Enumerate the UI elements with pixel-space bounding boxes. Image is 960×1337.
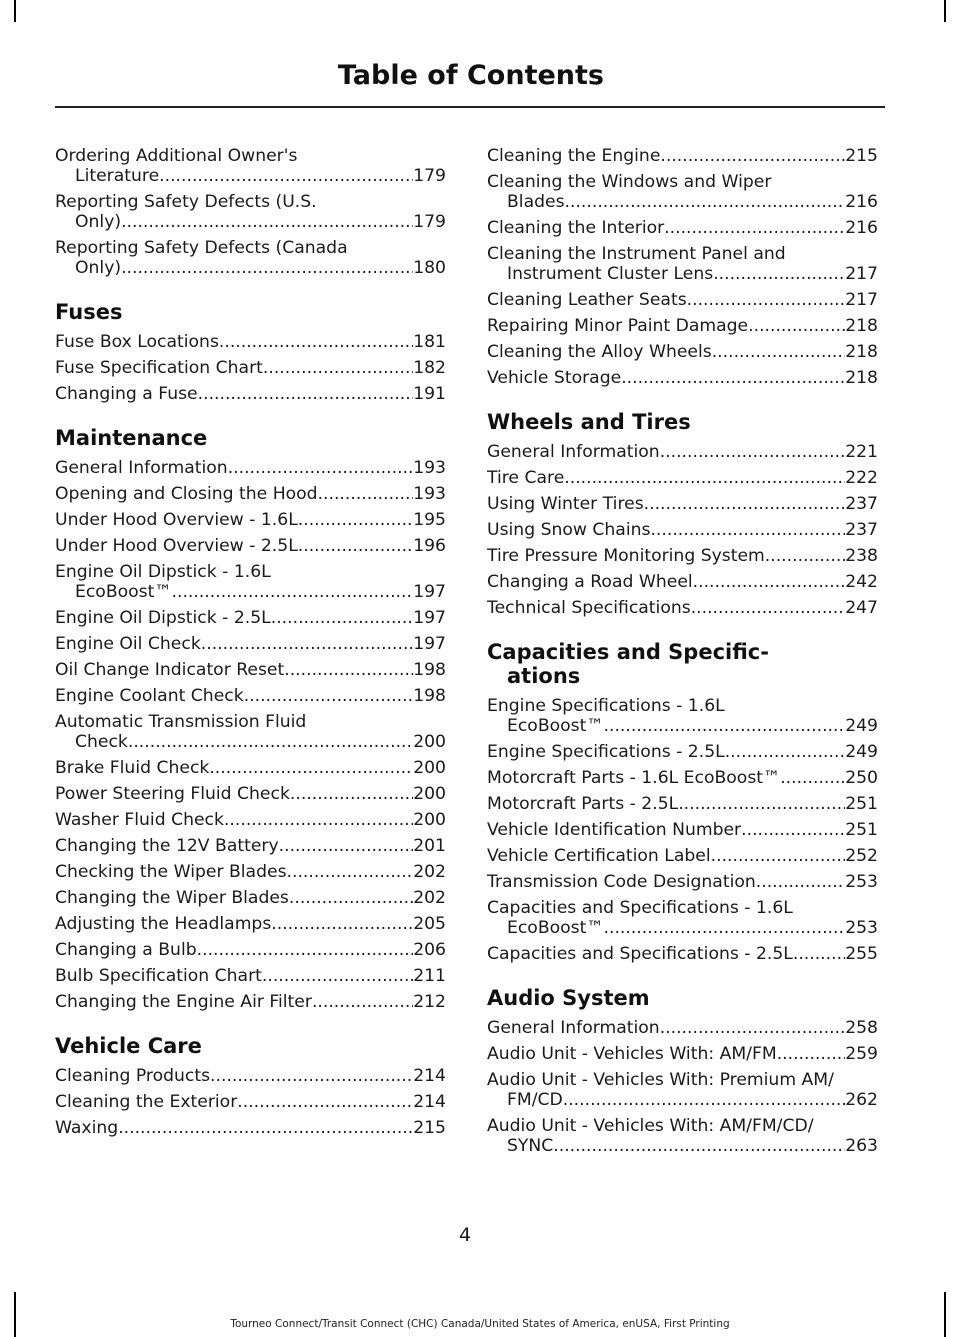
toc-entry-page: 242 xyxy=(845,572,878,592)
toc-entry-title: Using Snow Chains xyxy=(487,520,651,540)
crop-mark-bottom-left xyxy=(14,1292,16,1337)
toc-entry-page: 212 xyxy=(413,992,446,1012)
toc-section xyxy=(55,300,446,404)
leader-dots xyxy=(279,836,414,856)
leader-dots xyxy=(197,940,414,960)
toc-entry-title: Cleaning the Interior xyxy=(487,218,665,238)
toc-entry-page: 197 xyxy=(413,608,446,628)
toc-entry-title-line: Audio Unit - Vehicles With: AM/FM/CD/ xyxy=(487,1116,814,1136)
leader-dots xyxy=(644,494,846,514)
toc-entry-page: 193 xyxy=(413,484,446,504)
toc-entry-title: Engine Coolant Check xyxy=(55,686,244,706)
toc-entry[interactable] xyxy=(487,1018,878,1038)
toc-entry-title: Check xyxy=(75,732,128,752)
leader-dots xyxy=(284,660,413,680)
toc-entry-title: Cleaning the Alloy Wheels xyxy=(487,342,712,362)
toc-entry[interactable] xyxy=(55,192,446,232)
leader-dots xyxy=(564,468,845,488)
toc-entry-title: Power Steering Fluid Check xyxy=(55,784,290,804)
toc-entry-page: 202 xyxy=(413,888,446,908)
toc-entry-title-line: Capacities and Specifications - 1.6L xyxy=(487,898,793,918)
toc-entry-title-line: Engine Oil Dipstick - 1.6L xyxy=(55,562,271,582)
toc-entry-title: Tire Pressure Monitoring System xyxy=(487,546,765,566)
toc-entry[interactable] xyxy=(55,758,446,778)
toc-entry[interactable] xyxy=(487,1116,878,1156)
toc-entry-page: 216 xyxy=(845,192,878,212)
toc-entry[interactable] xyxy=(487,546,878,566)
leader-dots xyxy=(287,862,414,882)
toc-entry[interactable] xyxy=(55,1066,446,1086)
toc-entry-page: 200 xyxy=(413,810,446,830)
toc-entry[interactable] xyxy=(487,342,878,362)
toc-entry-page: 214 xyxy=(413,1092,446,1112)
toc-entry-page: 205 xyxy=(413,914,446,934)
leader-dots xyxy=(318,484,414,504)
toc-entry-page: 249 xyxy=(845,716,878,736)
toc-entry-title-line: Cleaning the Instrument Panel and xyxy=(487,244,786,264)
toc-entry-page: 181 xyxy=(413,332,446,352)
toc-entry[interactable] xyxy=(487,494,878,514)
toc-entry-page: 249 xyxy=(845,742,878,762)
toc-section xyxy=(55,146,446,278)
toc-entry[interactable] xyxy=(55,660,446,680)
toc-entry-page: 179 xyxy=(413,166,446,186)
toc-entry[interactable] xyxy=(487,846,878,866)
toc-section xyxy=(487,146,878,388)
toc-entry-page: 200 xyxy=(413,758,446,778)
leader-dots xyxy=(712,342,845,362)
leader-dots xyxy=(565,192,846,212)
leader-dots xyxy=(312,992,413,1012)
header-divider xyxy=(55,106,885,108)
leader-dots xyxy=(777,1044,846,1064)
toc-entry[interactable] xyxy=(55,1118,446,1138)
toc-entry[interactable] xyxy=(487,244,878,284)
toc-entry-title: Changing the Wiper Blades xyxy=(55,888,289,908)
leader-dots xyxy=(172,582,414,602)
leader-dots xyxy=(262,966,413,986)
section-heading-line: ations xyxy=(507,664,581,688)
toc-entry[interactable] xyxy=(55,836,446,856)
toc-column-right xyxy=(487,146,878,1164)
section-heading: Maintenance xyxy=(55,426,208,450)
toc-entry-page: 197 xyxy=(413,582,446,602)
toc-entry-title: Changing a Fuse xyxy=(55,384,198,404)
toc-entry[interactable] xyxy=(55,358,446,378)
toc-entry-title: Technical Specifications xyxy=(487,598,691,618)
leader-dots xyxy=(228,458,413,478)
leader-dots xyxy=(563,1090,845,1110)
section-heading xyxy=(487,640,878,688)
toc-entry[interactable] xyxy=(55,992,446,1012)
toc-entry[interactable] xyxy=(487,468,878,488)
toc-entry[interactable] xyxy=(487,1044,878,1064)
toc-entry-title: Engine Oil Dipstick - 2.5L xyxy=(55,608,271,628)
leader-dots xyxy=(298,536,413,556)
toc-entry-page: 200 xyxy=(413,732,446,752)
toc-entry[interactable] xyxy=(487,316,878,336)
toc-column-left xyxy=(55,146,446,1146)
toc-entry[interactable] xyxy=(55,146,446,186)
toc-entry-title: Transmission Code Designation xyxy=(487,872,756,892)
toc-entry-title: Opening and Closing the Hood xyxy=(55,484,318,504)
toc-entry-page: 247 xyxy=(845,598,878,618)
toc-entry-title: Capacities and Specifications - 2.5L xyxy=(487,944,793,964)
toc-entry-title: Waxing xyxy=(55,1118,119,1138)
toc-entry-page: 214 xyxy=(413,1066,446,1086)
leader-dots xyxy=(678,794,845,814)
leader-dots xyxy=(290,784,413,804)
toc-entry-title: Motorcraft Parts - 1.6L EcoBoost™ xyxy=(487,768,781,788)
page-title: Table of Contents xyxy=(337,60,604,91)
toc-entry-title: Checking the Wiper Blades xyxy=(55,862,287,882)
toc-entry-title: Tire Care xyxy=(487,468,565,488)
toc-entry[interactable] xyxy=(487,598,878,618)
toc-entry-title: Adjusting the Headlamps xyxy=(55,914,272,934)
toc-entry[interactable] xyxy=(55,686,446,706)
leader-dots xyxy=(118,1118,413,1138)
leader-dots xyxy=(780,768,845,788)
toc-entry[interactable] xyxy=(55,458,446,478)
leader-dots xyxy=(793,944,845,964)
toc-entry-title: Cleaning Leather Seats xyxy=(487,290,687,310)
toc-entry-page: 237 xyxy=(845,520,878,540)
toc-entry-title: Under Hood Overview - 2.5L xyxy=(55,536,298,556)
toc-entry-title: General Information xyxy=(487,442,660,462)
toc-entry-title: Cleaning the Engine xyxy=(487,146,661,166)
toc-section xyxy=(487,640,878,964)
leader-dots xyxy=(711,846,846,866)
toc-entry-page: 253 xyxy=(845,918,878,938)
toc-entry-page: 200 xyxy=(413,784,446,804)
toc-entry-title: EcoBoost™ xyxy=(507,716,604,736)
toc-entry-title: Cleaning Products xyxy=(55,1066,211,1086)
toc-entry-page: 237 xyxy=(845,494,878,514)
leader-dots xyxy=(271,608,413,628)
toc-entry-title-line: Ordering Additional Owner's xyxy=(55,146,298,166)
toc-entry-page: 259 xyxy=(845,1044,878,1064)
toc-entry-page: 251 xyxy=(845,820,878,840)
toc-entry-title: Blades xyxy=(507,192,565,212)
toc-entry[interactable] xyxy=(55,562,446,602)
toc-entry[interactable] xyxy=(55,784,446,804)
toc-entry[interactable] xyxy=(55,862,446,882)
crop-mark-top-left xyxy=(14,0,16,22)
toc-entry-title-line: Reporting Safety Defects (U.S. xyxy=(55,192,317,212)
crop-mark-bottom-right xyxy=(944,1292,946,1337)
toc-entry[interactable] xyxy=(55,238,446,278)
leader-dots xyxy=(159,166,413,186)
toc-entry-title: EcoBoost™ xyxy=(507,918,604,938)
leader-dots xyxy=(224,810,413,830)
leader-dots xyxy=(765,546,845,566)
toc-entry-title: Changing the 12V Battery xyxy=(55,836,279,856)
toc-entry[interactable] xyxy=(487,1070,878,1110)
toc-entry[interactable] xyxy=(55,536,446,556)
toc-entry-title: Audio Unit - Vehicles With: AM/FM xyxy=(487,1044,777,1064)
toc-entry-page: 250 xyxy=(845,768,878,788)
leader-dots xyxy=(298,510,413,530)
toc-entry-page: 216 xyxy=(845,218,878,238)
toc-entry-page: 218 xyxy=(845,368,878,388)
leader-dots xyxy=(756,872,845,892)
toc-entry-title: Brake Fluid Check xyxy=(55,758,210,778)
toc-entry[interactable] xyxy=(487,742,878,762)
leader-dots xyxy=(210,1066,413,1086)
toc-entry[interactable] xyxy=(487,368,878,388)
toc-entry[interactable] xyxy=(487,146,878,166)
toc-entry-page: 198 xyxy=(413,686,446,706)
leader-dots xyxy=(664,218,845,238)
toc-section xyxy=(55,426,446,1012)
toc-entry[interactable] xyxy=(487,820,878,840)
toc-entry[interactable] xyxy=(487,944,878,964)
toc-entry-title: Changing a Road Wheel xyxy=(487,572,693,592)
toc-entry-page: 197 xyxy=(413,634,446,654)
toc-entry-title: Fuse Specification Chart xyxy=(55,358,263,378)
toc-entry[interactable] xyxy=(487,768,878,788)
toc-entry[interactable] xyxy=(55,608,446,628)
leader-dots xyxy=(244,686,414,706)
toc-entry-title: Vehicle Storage xyxy=(487,368,622,388)
section-heading: Wheels and Tires xyxy=(487,410,691,434)
leader-dots xyxy=(748,316,845,336)
toc-entry[interactable] xyxy=(487,872,878,892)
toc-entry[interactable] xyxy=(55,888,446,908)
leader-dots xyxy=(660,1018,845,1038)
toc-entry-title: Cleaning the Exterior xyxy=(55,1092,238,1112)
leader-dots xyxy=(713,264,845,284)
toc-entry-page: 253 xyxy=(845,872,878,892)
toc-entry[interactable] xyxy=(487,898,878,938)
leader-dots xyxy=(687,290,846,310)
leader-dots xyxy=(693,572,846,592)
section-heading: Vehicle Care xyxy=(55,1034,202,1058)
toc-entry-page: 262 xyxy=(845,1090,878,1110)
toc-entry-title: Instrument Cluster Lens xyxy=(507,264,714,284)
toc-entry-title: EcoBoost™ xyxy=(75,582,172,602)
toc-entry-title-line: Reporting Safety Defects (Canada xyxy=(55,238,348,258)
leader-dots xyxy=(128,732,413,752)
toc-entry-title: Repairing Minor Paint Damage xyxy=(487,316,749,336)
leader-dots xyxy=(741,820,845,840)
toc-entry[interactable] xyxy=(55,510,446,530)
toc-entry-title: Motorcraft Parts - 2.5L xyxy=(487,794,679,814)
toc-entry-title: Changing the Engine Air Filter xyxy=(55,992,312,1012)
toc-entry[interactable] xyxy=(55,332,446,352)
toc-entry-page: 221 xyxy=(845,442,878,462)
toc-entry[interactable] xyxy=(55,634,446,654)
toc-entry-page: 258 xyxy=(845,1018,878,1038)
toc-entry[interactable] xyxy=(55,940,446,960)
leader-dots xyxy=(650,520,845,540)
toc-entry-page: 193 xyxy=(413,458,446,478)
leader-dots xyxy=(209,758,413,778)
leader-dots xyxy=(725,742,845,762)
toc-entry-title: Fuse Box Locations xyxy=(55,332,219,352)
leader-dots xyxy=(604,918,846,938)
toc-entry-title: Oil Change Indicator Reset xyxy=(55,660,285,680)
leader-dots xyxy=(604,716,846,736)
toc-entry[interactable] xyxy=(55,810,446,830)
page-number: 4 xyxy=(458,1224,472,1246)
toc-entry[interactable] xyxy=(487,290,878,310)
toc-entry-title: Using Winter Tires xyxy=(487,494,644,514)
leader-dots xyxy=(219,332,413,352)
toc-entry-title: Literature xyxy=(75,166,160,186)
toc-entry-page: 217 xyxy=(845,264,878,284)
toc-entry-page: 218 xyxy=(845,342,878,362)
leader-dots xyxy=(263,358,413,378)
toc-entry-page: 251 xyxy=(845,794,878,814)
toc-entry-page: 211 xyxy=(413,966,446,986)
toc-entry[interactable] xyxy=(487,572,878,592)
toc-entry[interactable] xyxy=(487,172,878,212)
leader-dots xyxy=(660,442,845,462)
toc-entry-title: Bulb Specification Chart xyxy=(55,966,262,986)
toc-entry-page: 198 xyxy=(413,660,446,680)
toc-entry-title: Engine Oil Check xyxy=(55,634,201,654)
toc-entry[interactable] xyxy=(55,484,446,504)
toc-entry-page: 206 xyxy=(413,940,446,960)
toc-entry-title: Only) xyxy=(75,258,122,278)
toc-entry-title: General Information xyxy=(55,458,228,478)
toc-entry-title: Vehicle Identification Number xyxy=(487,820,742,840)
leader-dots xyxy=(621,368,845,388)
leader-dots xyxy=(201,634,413,654)
toc-entry-title-line: Cleaning the Windows and Wiper xyxy=(487,172,772,192)
toc-entry-page: 222 xyxy=(845,468,878,488)
toc-entry-title-line: Automatic Transmission Fluid xyxy=(55,712,307,732)
toc-entry-page: 195 xyxy=(413,510,446,530)
section-heading: Audio System xyxy=(487,986,650,1010)
footer-text: Tourneo Connect/Transit Connect (CHC) Canada/United States of America, enUSA, First Printing xyxy=(230,1318,730,1330)
leader-dots xyxy=(289,888,413,908)
toc-entry-title-line: Engine Specifications - 1.6L xyxy=(487,696,725,716)
toc-entry[interactable] xyxy=(487,696,878,736)
toc-section xyxy=(55,1034,446,1138)
toc-entry-page: 179 xyxy=(413,212,446,232)
toc-entry-page: 215 xyxy=(413,1118,446,1138)
toc-entry-page: 217 xyxy=(845,290,878,310)
leader-dots xyxy=(198,384,414,404)
toc-entry[interactable] xyxy=(487,520,878,540)
toc-entry-page: 238 xyxy=(845,546,878,566)
toc-entry[interactable] xyxy=(55,966,446,986)
toc-entry-title: Only) xyxy=(75,212,122,232)
section-heading: Fuses xyxy=(55,300,123,324)
leader-dots xyxy=(121,212,413,232)
toc-entry-page: 196 xyxy=(413,536,446,556)
toc-entry-page: 180 xyxy=(413,258,446,278)
leader-dots xyxy=(271,914,413,934)
toc-entry-page: 215 xyxy=(845,146,878,166)
toc-entry-title: Washer Fluid Check xyxy=(55,810,224,830)
toc-entry-title: General Information xyxy=(487,1018,660,1038)
toc-entry[interactable] xyxy=(55,384,446,404)
leader-dots xyxy=(121,258,413,278)
leader-dots xyxy=(691,598,845,618)
toc-entry[interactable] xyxy=(55,914,446,934)
toc-entry-page: 263 xyxy=(845,1136,878,1156)
section-heading-line: Capacities and Specific- xyxy=(487,640,769,664)
toc-entry-page: 255 xyxy=(845,944,878,964)
toc-entry-page: 191 xyxy=(413,384,446,404)
toc-entry-page: 252 xyxy=(845,846,878,866)
crop-mark-top-right xyxy=(944,0,946,22)
toc-entry-title-line: Audio Unit - Vehicles With: Premium AM/ xyxy=(487,1070,834,1090)
toc-entry[interactable] xyxy=(487,218,878,238)
toc-entry-title: Under Hood Overview - 1.6L xyxy=(55,510,298,530)
toc-entry-page: 202 xyxy=(413,862,446,882)
toc-entry[interactable] xyxy=(487,442,878,462)
toc-entry[interactable] xyxy=(487,794,878,814)
toc-section xyxy=(487,986,878,1156)
toc-entry-title: Changing a Bulb xyxy=(55,940,197,960)
leader-dots xyxy=(660,146,845,166)
toc-entry[interactable] xyxy=(55,1092,446,1112)
toc-section xyxy=(487,410,878,618)
leader-dots xyxy=(237,1092,413,1112)
toc-entry-title: Engine Specifications - 2.5L xyxy=(487,742,725,762)
toc-entry-page: 182 xyxy=(413,358,446,378)
toc-entry-title: SYNC xyxy=(507,1136,554,1156)
toc-entry-title: FM/CD xyxy=(507,1090,563,1110)
leader-dots xyxy=(553,1136,845,1156)
toc-entry-page: 201 xyxy=(413,836,446,856)
toc-entry-title: Vehicle Certification Label xyxy=(487,846,711,866)
toc-entry[interactable] xyxy=(55,712,446,752)
toc-entry-page: 218 xyxy=(845,316,878,336)
